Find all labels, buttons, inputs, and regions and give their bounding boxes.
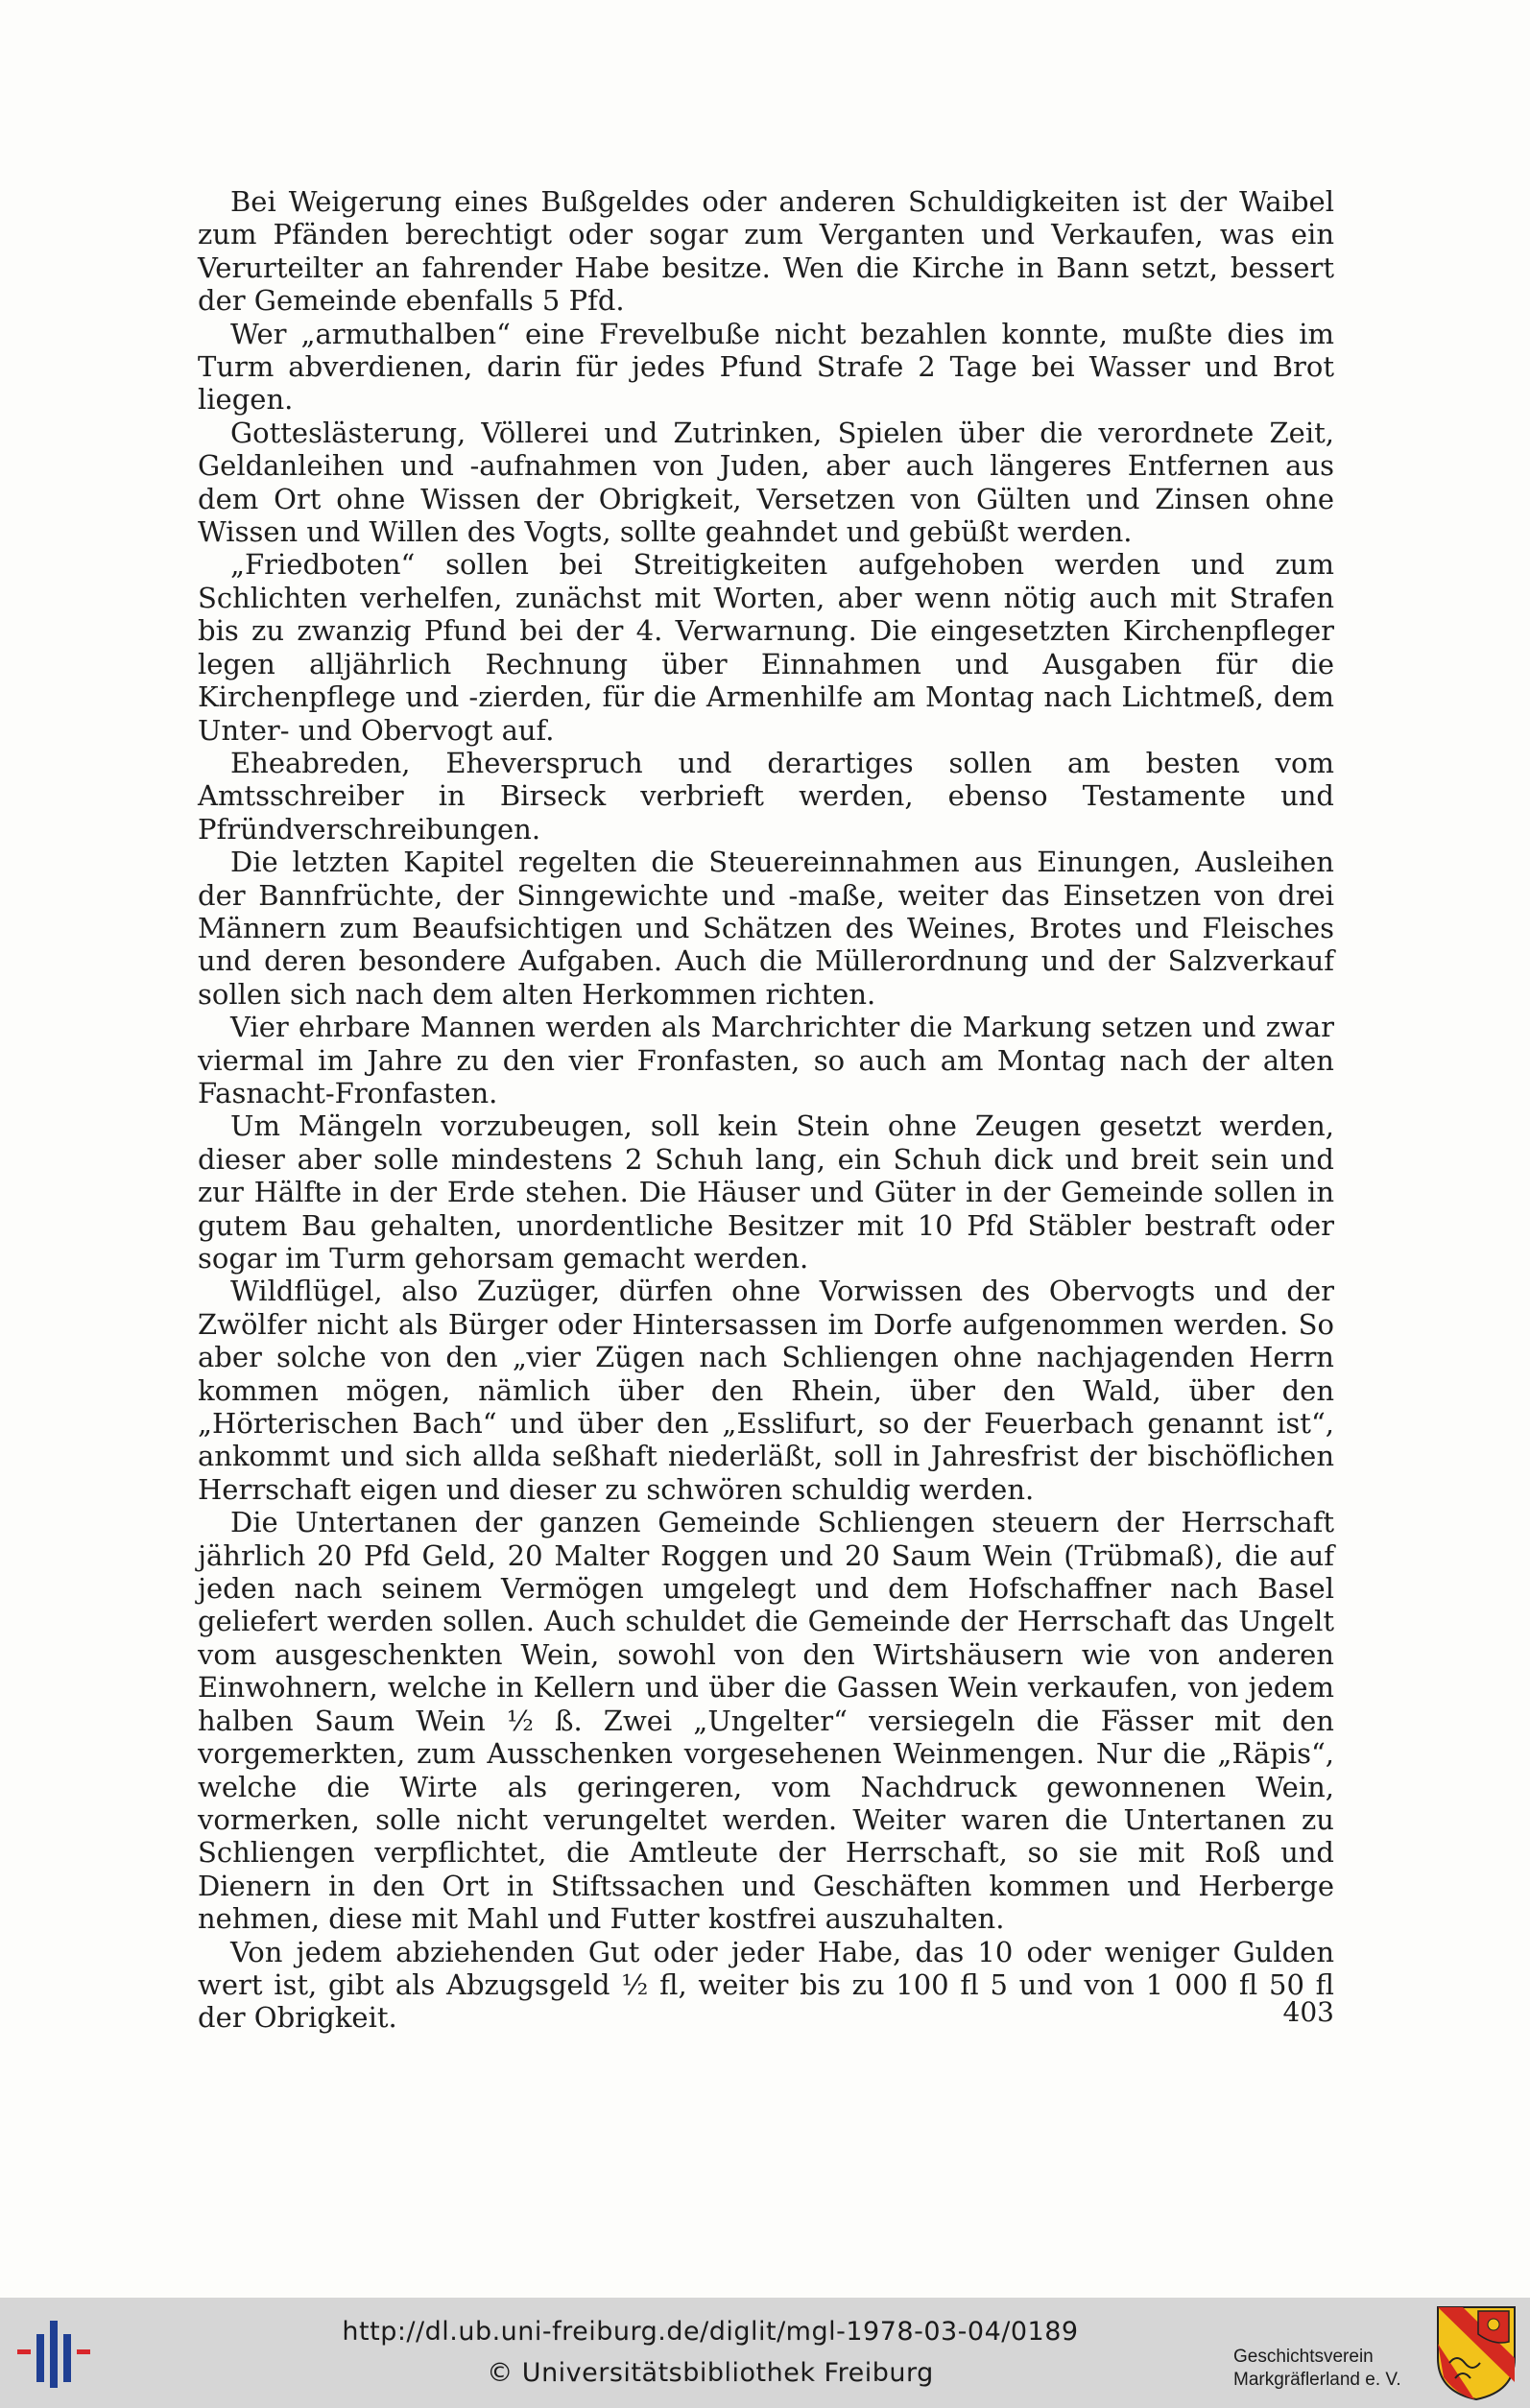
paragraph: Vier ehrbare Mannen werden als Marchrichter die Markung setzen und zwar viermal im Jahre zu den vier Fronfasten, so auch am Montag nach der alten Fasnacht-Fronfasten. [198,1011,1334,1109]
paragraph: Eheabreden, Eheverspruch und derartiges sollen am besten vom Amtsschreiber in Birseck verbrieft werden, ebenso Testamente und Pfründverschreibungen. [198,746,1334,846]
coat-of-arms-icon [1436,2305,1517,2401]
paragraph: Bei Weigerung eines Bußgeldes oder anderen Schuldigkeiten ist der Waibel zum Pfänden berechtigt oder sogar zum Verganten und Verkaufen, was ein Verurteilter an fahrender Habe besitze. Wen die Kirche in Bann setzt, bessert der Gemeinde ebenfalls 5 Pfd. [198,185,1334,318]
paragraph: Um Mängeln vorzubeugen, soll kein Stein ohne Zeugen gesetzt werden, dieser aber solle mindestens 2 Schuh lang, ein Schuh dick und breit sein und zur Hälfte in der Erde stehen. Die Häuser und Güter in der Gemeinde sollen in gutem Bau gehalten, unordentliche Besitzer mit 10 Pfd Stäbler bestraft oder sogar im Turm gehorsam gemacht werden. [198,1109,1334,1275]
society-name [1233,2346,1425,2392]
paragraph: Wildflügel, also Zuzüger, dürfen ohne Vorwissen des Obervogts und der Zwölfer nicht als Bürger oder Hintersassen im Dorfe aufgenommen werden. So aber solche von den „vier Zügen nach Schliengen ohne nachjagenden Herrn kommen mögen, nämlich über den Rhein, über den Wald, über den „Hörterischen Bach“ und über den „Esslifurt, so der Feuerbach genannt ist“, ankommt und sich allda seßhaft niederläßt, soll in Jahresfrist der bischöflichen Herrschaft eigen und dieser zu schwören schuldig werden. [198,1275,1334,1506]
body-text [198,185,1334,2035]
society-line: Markgräflerland e. V. [1233,2370,1401,2390]
copyright-notice: © Universitätsbibliothek Freiburg [487,2358,934,2388]
coat-of-arms-icon [1436,2305,1517,2401]
paragraph: „Friedboten“ sollen bei Streitigkeiten aufgehoben werden und zum Schlichten verhelfen, zunächst mit Worten, aber wenn nötig auch mit Strafen bis zu zwanzig Pfund bei der 4. Verwarnung. Die eingesetzten Kirchenpfleger legen alljährlich Rechnung über Einnahmen und Ausgaben für die Kirchenpflege und -zierden, für die Armenhilfe am Montag nach Lichtmeß, dem Unter- und Obervogt auf. [198,548,1334,747]
paragraph: Von jedem abziehenden Gut oder jeder Habe, das 10 oder weniger Gulden wert ist, gibt als Abzugsgeld ½ fl, weiter bis zu 100 fl 5 und von 1 000 fl 50 fl der Obrigkeit. [198,1935,1334,2035]
paragraph: Gotteslästerung, Völlerei und Zutrinken, Spielen über die verordnete Zeit, Geldanleihen und -aufnahmen von Juden, aber auch längeres Entfernen aus dem Ort ohne Wissen der Obrigkeit, Versetzen von Gülten und Zinsen ohne Wissen und Willen des Vogts, sollte geahndet und gebüßt werden. [198,416,1334,549]
paragraph: Wer „armuthalben“ eine Frevelbuße nicht bezahlen konnte, mußte dies im Turm abverdienen, darin für jedes Pfund Strafe 2 Tage bei Wasser und Brot liegen. [198,317,1334,417]
paragraph: Die Untertanen der ganzen Gemeinde Schliengen steuern der Herrschaft jährlich 20 Pfd Geld, 20 Malter Roggen und 20 Saum Wein (Trübmaß), die auf jeden nach seinem Vermögen umgelegt und dem Hofschaffner nach Basel geliefert werden sollen. Auch schuldet die Gemeinde der Herrschaft das Ungelt vom ausgeschenkten Wein, sowohl von den Wirtshäusern wie von anderen Einwohnern, welche in Kellern und über die Gassen Wein verkaufen, von jedem halben Saum Wein ½ ß. Zwei „Ungelter“ versiegeln die Fässer mit den vorgemerkten, zum Ausschenken vorgesehenen Weinmengen. Nur die „Räpis“, welche die Wirte als geringeren, vom Nachdruck gewonnenen Wein, vormerken, solle nicht verungeltet werden. Weiter waren die Untertanen zu Schliengen verpflichtet, die Amtleute der Herrschaft, so sie mit Roß und Dienern in den Ort in Stiftssachen und Geschäften kommen und Herberge nehmen, diese mit Mahl und Futter kostfrei auszuhalten. [198,1506,1334,1936]
ub-freiburg-logo-icon[interactable] [17,2321,96,2388]
page-number: 403 [1282,1996,1334,2028]
footer-bar [0,2298,1530,2408]
paragraph: Die letzten Kapitel regelten die Steuereinnahmen aus Einungen, Ausleihen der Bannfrüchte, der Sinngewichte und -maße, weiter das Einsetzen von drei Männern zum Beaufsichtigen und Schätzen des Weines, Brotes und Fleisches und deren besondere Aufgaben. Auch die Müllerordnung und der Salzverkauf sollen sich nach dem alten Herkommen richten. [198,846,1334,1011]
permalink-url[interactable]: http://dl.ub.uni-freiburg.de/diglit/mgl-1978-03-04/0189 [342,2317,1079,2347]
society-line: Geschichtsverein [1233,2347,1374,2367]
ub-freiburg-logo-icon [17,2321,96,2388]
